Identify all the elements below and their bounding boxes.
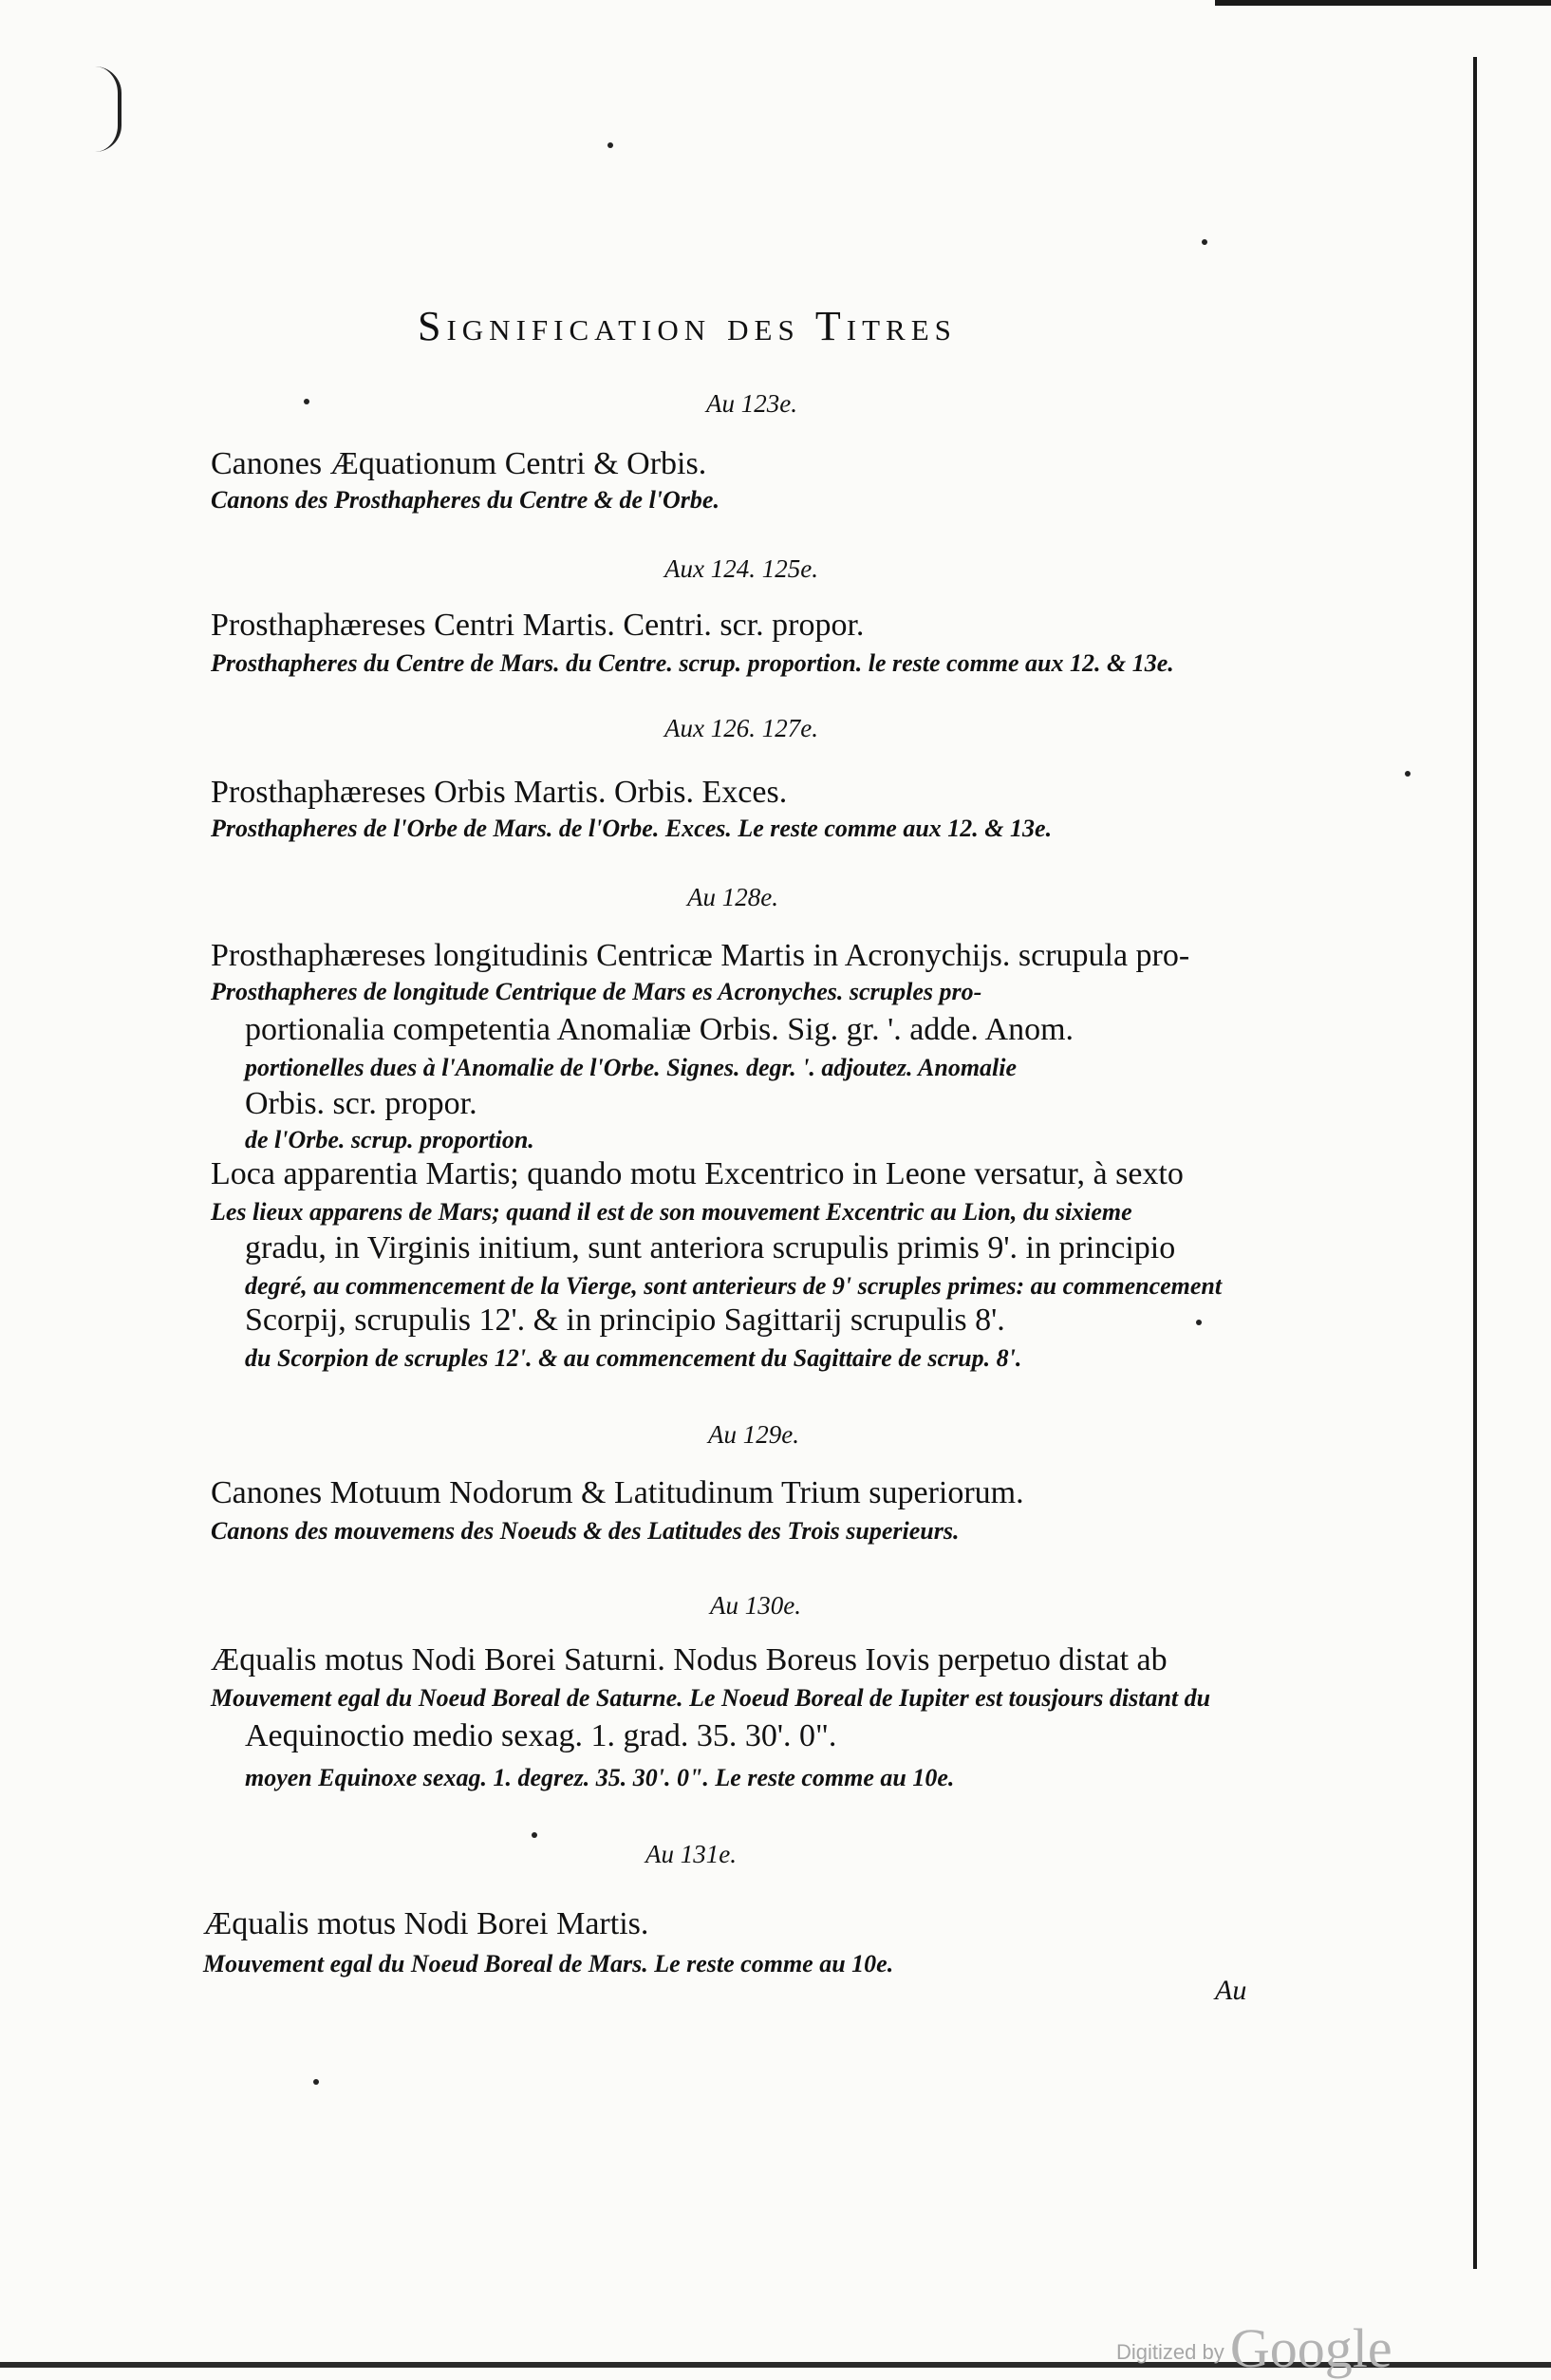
latin-line: Æqualis motus Nodi Borei Saturni. Nodus Boreus Iovis perpetuo distat ab: [211, 1642, 1168, 1677]
watermark-brand: Google: [1229, 2317, 1392, 2379]
section-header: Au 128e.: [687, 883, 778, 911]
ink-speck: [1202, 239, 1207, 245]
french-line: de l'Orbe. scrup. proportion.: [245, 1126, 534, 1153]
french-line: Les lieux apparens de Mars; quand il est de son mouvement Excentric au Lion, du sixieme: [211, 1198, 1132, 1226]
french-line: moyen Equinoxe sexag. 1. degrez. 35. 30'. 0". Le reste comme au 10e.: [245, 1764, 955, 1791]
section-header: Au 131e.: [645, 1840, 737, 1868]
french-line: Prosthapheres du Centre de Mars. du Centre. scrup. proportion. le reste comme aux 12. & 13e.: [211, 649, 1174, 677]
latin-line: Prosthaphæreses Centri Martis. Centri. scr. propor.: [211, 608, 865, 643]
scan-edge-top: [1215, 0, 1551, 6]
latin-line: Scorpij, scrupulis 12'. & in principio Sagittarij scrupulis 8'.: [245, 1302, 1005, 1338]
section-header: Au 130e.: [710, 1591, 801, 1620]
latin-line: gradu, in Virginis initium, sunt anteriora scrupulis primis 9'. in principio: [245, 1230, 1176, 1265]
ink-speck: [1405, 771, 1411, 777]
latin-line: Loca apparentia Martis; quando motu Excentrico in Leone versatur, à sexto: [211, 1156, 1184, 1191]
latin-line: Orbis. scr. propor.: [245, 1086, 477, 1121]
margin-bracket-mark: [95, 66, 121, 152]
digitized-watermark: [1116, 2316, 1392, 2380]
latin-line: Prosthaphæreses longitudinis Centricæ Martis in Acronychijs. scrupula pro-: [211, 938, 1190, 973]
ink-speck: [607, 142, 613, 148]
page-title: Signification des Titres: [418, 303, 957, 349]
french-line: Canons des mouvemens des Noeuds & des Latitudes des Trois superieurs.: [211, 1517, 960, 1545]
catchword: Au: [1215, 1975, 1247, 2006]
latin-line: Prosthaphæreses Orbis Martis. Orbis. Exces.: [211, 775, 788, 810]
french-line: portionelles dues à l'Anomalie de l'Orbe. Signes. degr. '. adjoutez. Anomalie: [245, 1054, 1018, 1081]
scan-edge-right: [1473, 57, 1477, 2269]
latin-line: Æqualis motus Nodi Borei Martis.: [203, 1906, 649, 1941]
french-line: Prosthapheres de l'Orbe de Mars. de l'Orbe. Exces. Le reste comme aux 12. & 13e.: [211, 815, 1053, 842]
section-header: Aux 126. 127e.: [664, 714, 818, 742]
latin-line: portionalia competentia Anomaliæ Orbis. Sig. gr. '. adde. Anom.: [245, 1012, 1074, 1047]
latin-line: Canones Æquationum Centri & Orbis.: [211, 446, 707, 481]
section-header: Au 123e.: [706, 389, 797, 418]
section-header: Aux 124. 125e.: [664, 554, 818, 583]
french-line: Mouvement egal du Noeud Boreal de Mars. Le reste comme au 10e.: [203, 1950, 894, 1977]
latin-line: Canones Motuum Nodorum & Latitudinum Trium superiorum.: [211, 1475, 1024, 1510]
ink-speck: [304, 399, 309, 404]
latin-line: Aequinoctio medio sexag. 1. grad. 35. 30'. 0".: [245, 1718, 837, 1753]
french-line: Mouvement egal du Noeud Boreal de Saturne. Le Noeud Boreal de Iupiter est tousjours distant du: [211, 1684, 1211, 1712]
french-line: du Scorpion de scruples 12'. & au commencement du Sagittaire de scrup. 8'.: [245, 1344, 1022, 1372]
watermark-prefix: Digitized by: [1116, 2340, 1224, 2364]
ink-speck: [313, 2079, 319, 2085]
section-header: Au 129e.: [708, 1420, 799, 1449]
french-line: Prosthapheres de longitude Centrique de Mars es Acronyches. scruples pro-: [211, 978, 982, 1005]
french-line: Canons des Prosthapheres du Centre & de l'Orbe.: [211, 486, 719, 514]
ink-speck: [532, 1832, 537, 1838]
french-line: degré, au commencement de la Vierge, sont anterieurs de 9' scruples primes: au commencement: [245, 1272, 1223, 1300]
ink-speck: [1196, 1320, 1202, 1325]
